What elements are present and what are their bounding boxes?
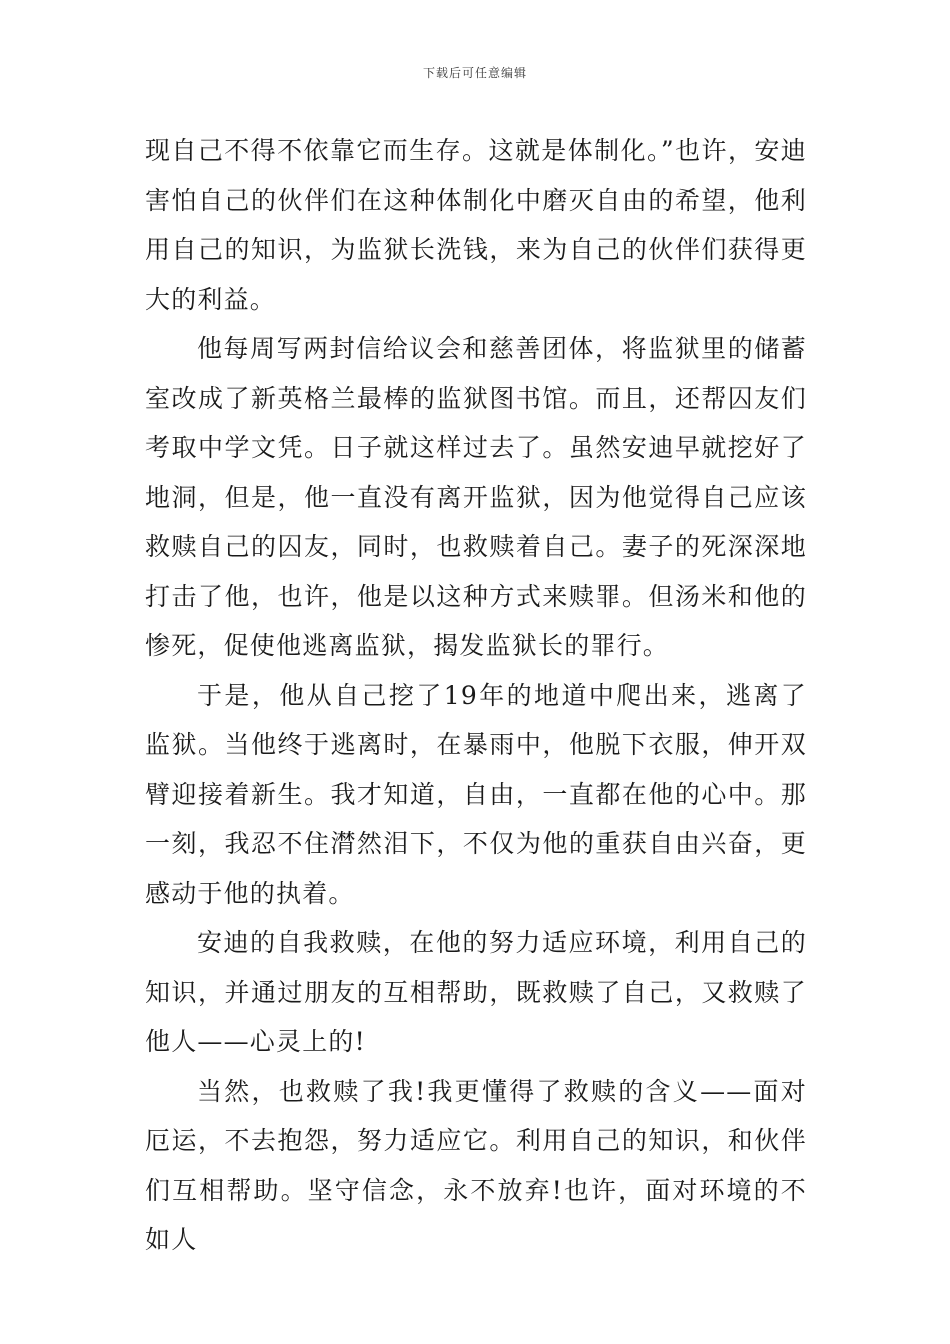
paragraph: 当然，也救赎了我!我更懂得了救赎的含义——面对厄运，不去抱怨，努力适应它。利用自己的知识，和伙伴们互相帮助。坚守信念，永不放弃!也许，面对环境的不如人 [145, 1076, 807, 1254]
page-header: 下载后可任意编辑 [422, 66, 527, 80]
body-text [145, 126, 807, 1265]
paragraph-continued: 现自己不得不依靠它而生存。这就是体制化。”也许，安迪害怕自己的伙伴们在这种体制化中磨灭自由的希望，他利用自己的知识，为监狱长洗钱，来为自己的伙伴们获得更大的利益。 [145, 136, 807, 314]
paragraph: 他每周写两封信给议会和慈善团体，将监狱里的储蓄室改成了新英格兰最棒的监狱图书馆。而且，还帮囚友们考取中学文凭。日子就这样过去了。虽然安迪早就挖好了地洞，但是，他一直没有离开监狱，因为他觉得自己应该救赎自己的囚友，同时，也救赎着自己。妻子的死深深地打击了他，也许，他是以这种方式来赎罪。但汤米和他的惨死，促使他逃离监狱，揭发监狱长的罪行。 [145, 334, 807, 660]
paragraph: 于是，他从自己挖了19年的地道中爬出来，逃离了监狱。当他终于逃离时，在暴雨中，他脱下衣服，伸开双臂迎接着新生。我才知道，自由，一直都在他的心中。那一刻，我忍不住潸然泪下，不仅为他的重获自由兴奋，更感动于他的执着。 [145, 680, 807, 908]
paragraph: 安迪的自我救赎，在他的努力适应环境，利用自己的知识，并通过朋友的互相帮助，既救赎了自己，又救赎了他人——心灵上的! [145, 928, 807, 1056]
